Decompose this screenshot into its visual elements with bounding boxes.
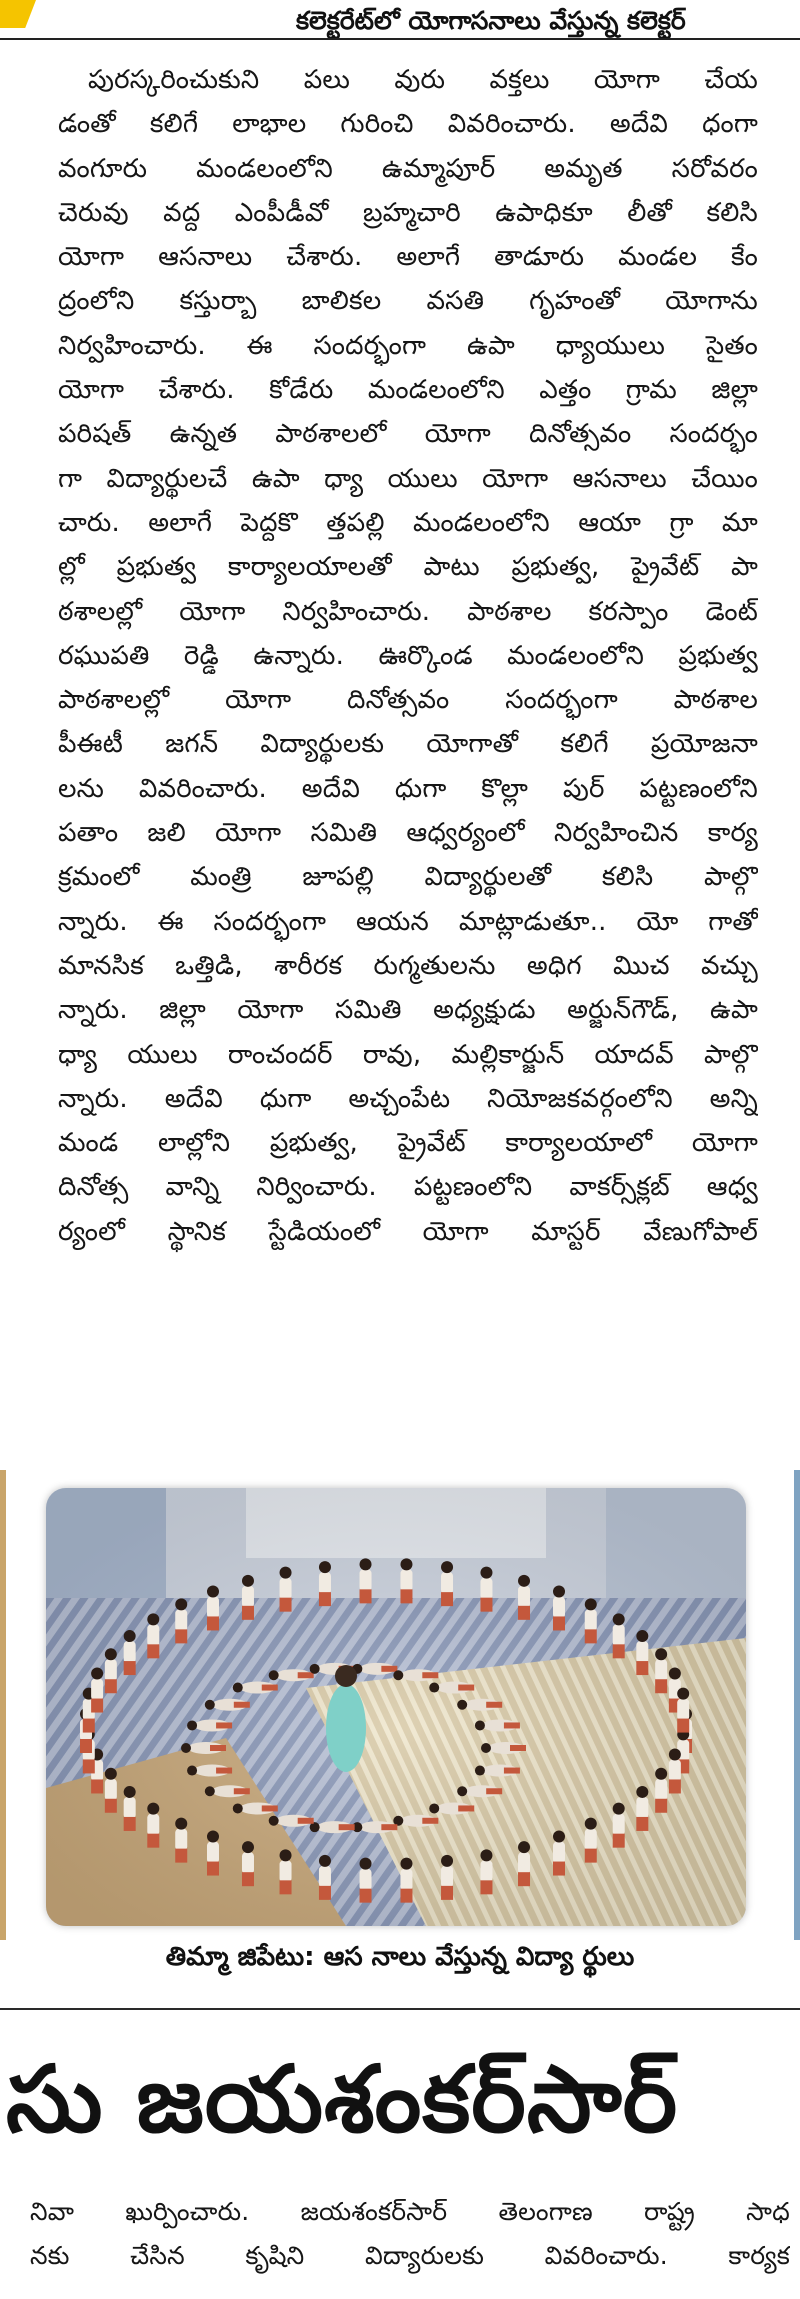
article-line: చెరువు వద్ద ఎంపీడీవో బ్రహ్మచారి ఉపాధికూ లీతో కలిసి: [58, 197, 758, 228]
article-line: దినోత్స వాన్ని నిర్వించారు. పట్టణంలోని వాకర్స్‌క్లబ్ ఆధ్వ: [58, 1172, 758, 1203]
story-separator: [0, 2008, 800, 2010]
article-line: యోగా ఆసనాలు చేశారు. అలాగే తాడూరు మండల కేం: [58, 242, 758, 273]
article-line: చారు. అలాగే పెద్దకొ త్తపల్లి మండలంలోని ఆయా గ్రా మా: [58, 507, 758, 538]
article-line: పురస్కరించుకుని పలు వురు వక్తలు యోగా చేయ: [88, 65, 758, 95]
next-story-line: నకు చేసిన కృషిని విద్యారులకు వివరించారు. కార్యక: [30, 2241, 790, 2271]
article-line: న్నారు. అదేవి ధుగా అచ్చంపేట నియోజకవర్గంలోని అన్ని: [58, 1083, 758, 1114]
article-line: డంతో కలిగే లాభాల గురించి వివరించారు. అదేవి ధంగా: [58, 109, 758, 140]
article-body: [58, 58, 758, 1254]
corner-marker: [0, 0, 36, 28]
article-line: నిర్వహించారు. ఈ సందర్భంగా ఉపా ధ్యాయులు సైతం: [58, 330, 758, 361]
next-story-line: నివా ఖుర్పించారు. జయశంకర్‌సార్ తెలంగాణ రాష్ట్ర సాధ: [30, 2197, 790, 2226]
article-line: లను వివరించారు. అదేవి ధుగా కొల్లా పుర్ పట్టణంలోని: [58, 773, 758, 804]
header-title: కలెక్టరేట్‌లో యోగాసనాలు వేస్తున్న కలెక్టర్: [296, 6, 686, 35]
article-line: ఠశాలల్లో యోగా నిర్వహించారు. పాఠశాల కరస్పాం డెంట్: [58, 596, 758, 627]
article-line: క్రమంలో మంత్రి జూపల్లి విద్యార్థులతో కలిసి పాల్గొ: [58, 862, 758, 893]
article-line: పరిషత్ ఉన్నత పాఠశాలలో యోగా దినోత్సవం సందర్భం: [58, 419, 758, 450]
article-line: ర్యంలో స్థానిక స్టేడియంలో యోగా మాస్టర్ వేణుగోపాల్: [58, 1216, 758, 1247]
article-line: ల్లో ప్రభుత్వ కార్యాలయాలతో పాటు ప్రభుత్వ, ప్రైవేట్ పా: [58, 552, 758, 583]
article-line: ధ్యా యులు రాంచందర్ రావు, మల్లికార్జున్ యాదవ్ పాల్గొ: [58, 1039, 758, 1070]
page-header: [0, 0, 800, 40]
article-line: మానసిక ఒత్తిడి, శారీరక రుగ్మతులను అధిగ మిుచ వచ్చు: [58, 950, 758, 981]
article-line: పీఈటీ జగన్ విద్యార్థులకు యోగాతో కలిగే ప్రయోజనా: [58, 729, 758, 760]
next-story-body: [30, 2190, 790, 2279]
article-line: న్నారు. జిల్లా యోగా సమితి అధ్యక్షుడు అర్జున్‌గౌడ్, ఉపా: [58, 995, 758, 1026]
yoga-photo-image: [46, 1488, 746, 1926]
yoga-photo: [46, 1488, 746, 1926]
article-line: న్నారు. ఈ సందర్భంగా ఆయన మాట్లాడుతూ.. యో గాతో: [58, 906, 758, 937]
photo-caption: తిమ్మా జిపేటు: ఆస నాలు వేస్తున్న విద్యా ర్థులు: [165, 1942, 635, 1972]
article-line: పాఠశాలల్లో యోగా దినోత్సవం సందర్భంగా పాఠశాల: [58, 685, 758, 716]
adjacent-photo-edge-left: [0, 1470, 6, 1940]
article-line: వంగూరు మండలంలోని ఉమ్మాపూర్ అమృత సరోవరం: [58, 153, 758, 184]
article-line: గా విద్యార్థులచే ఉపా ధ్యా యులు యోగా ఆసనాలు చేయిం: [58, 463, 758, 494]
adjacent-photo-edge-right: [794, 1470, 800, 1940]
article-line: రఘుపతి రెడ్డి ఉన్నారు. ఊర్కొండ మండలంలోని ప్రభుత్వ: [58, 640, 758, 671]
header-rule: [0, 38, 800, 40]
next-story-headline: సు జయశంకర్‌సార్: [6, 2046, 679, 2153]
article-line: ద్రంలోని కస్తుర్బా బాలికల వసతి గృహంతో యోగాను: [58, 286, 758, 317]
article-line: యోగా చేశారు. కోడేరు మండలంలోని ఎత్తం గ్రామ జిల్లా: [58, 375, 758, 406]
article-line: మండ లాల్లోని ప్రభుత్వ, ప్రైవేట్ కార్యాలయాలో యోగా: [58, 1128, 758, 1159]
article-line: పతాం జలి యోగా సమితి ఆధ్వర్యంలో నిర్వహించిన కార్య: [58, 818, 758, 849]
